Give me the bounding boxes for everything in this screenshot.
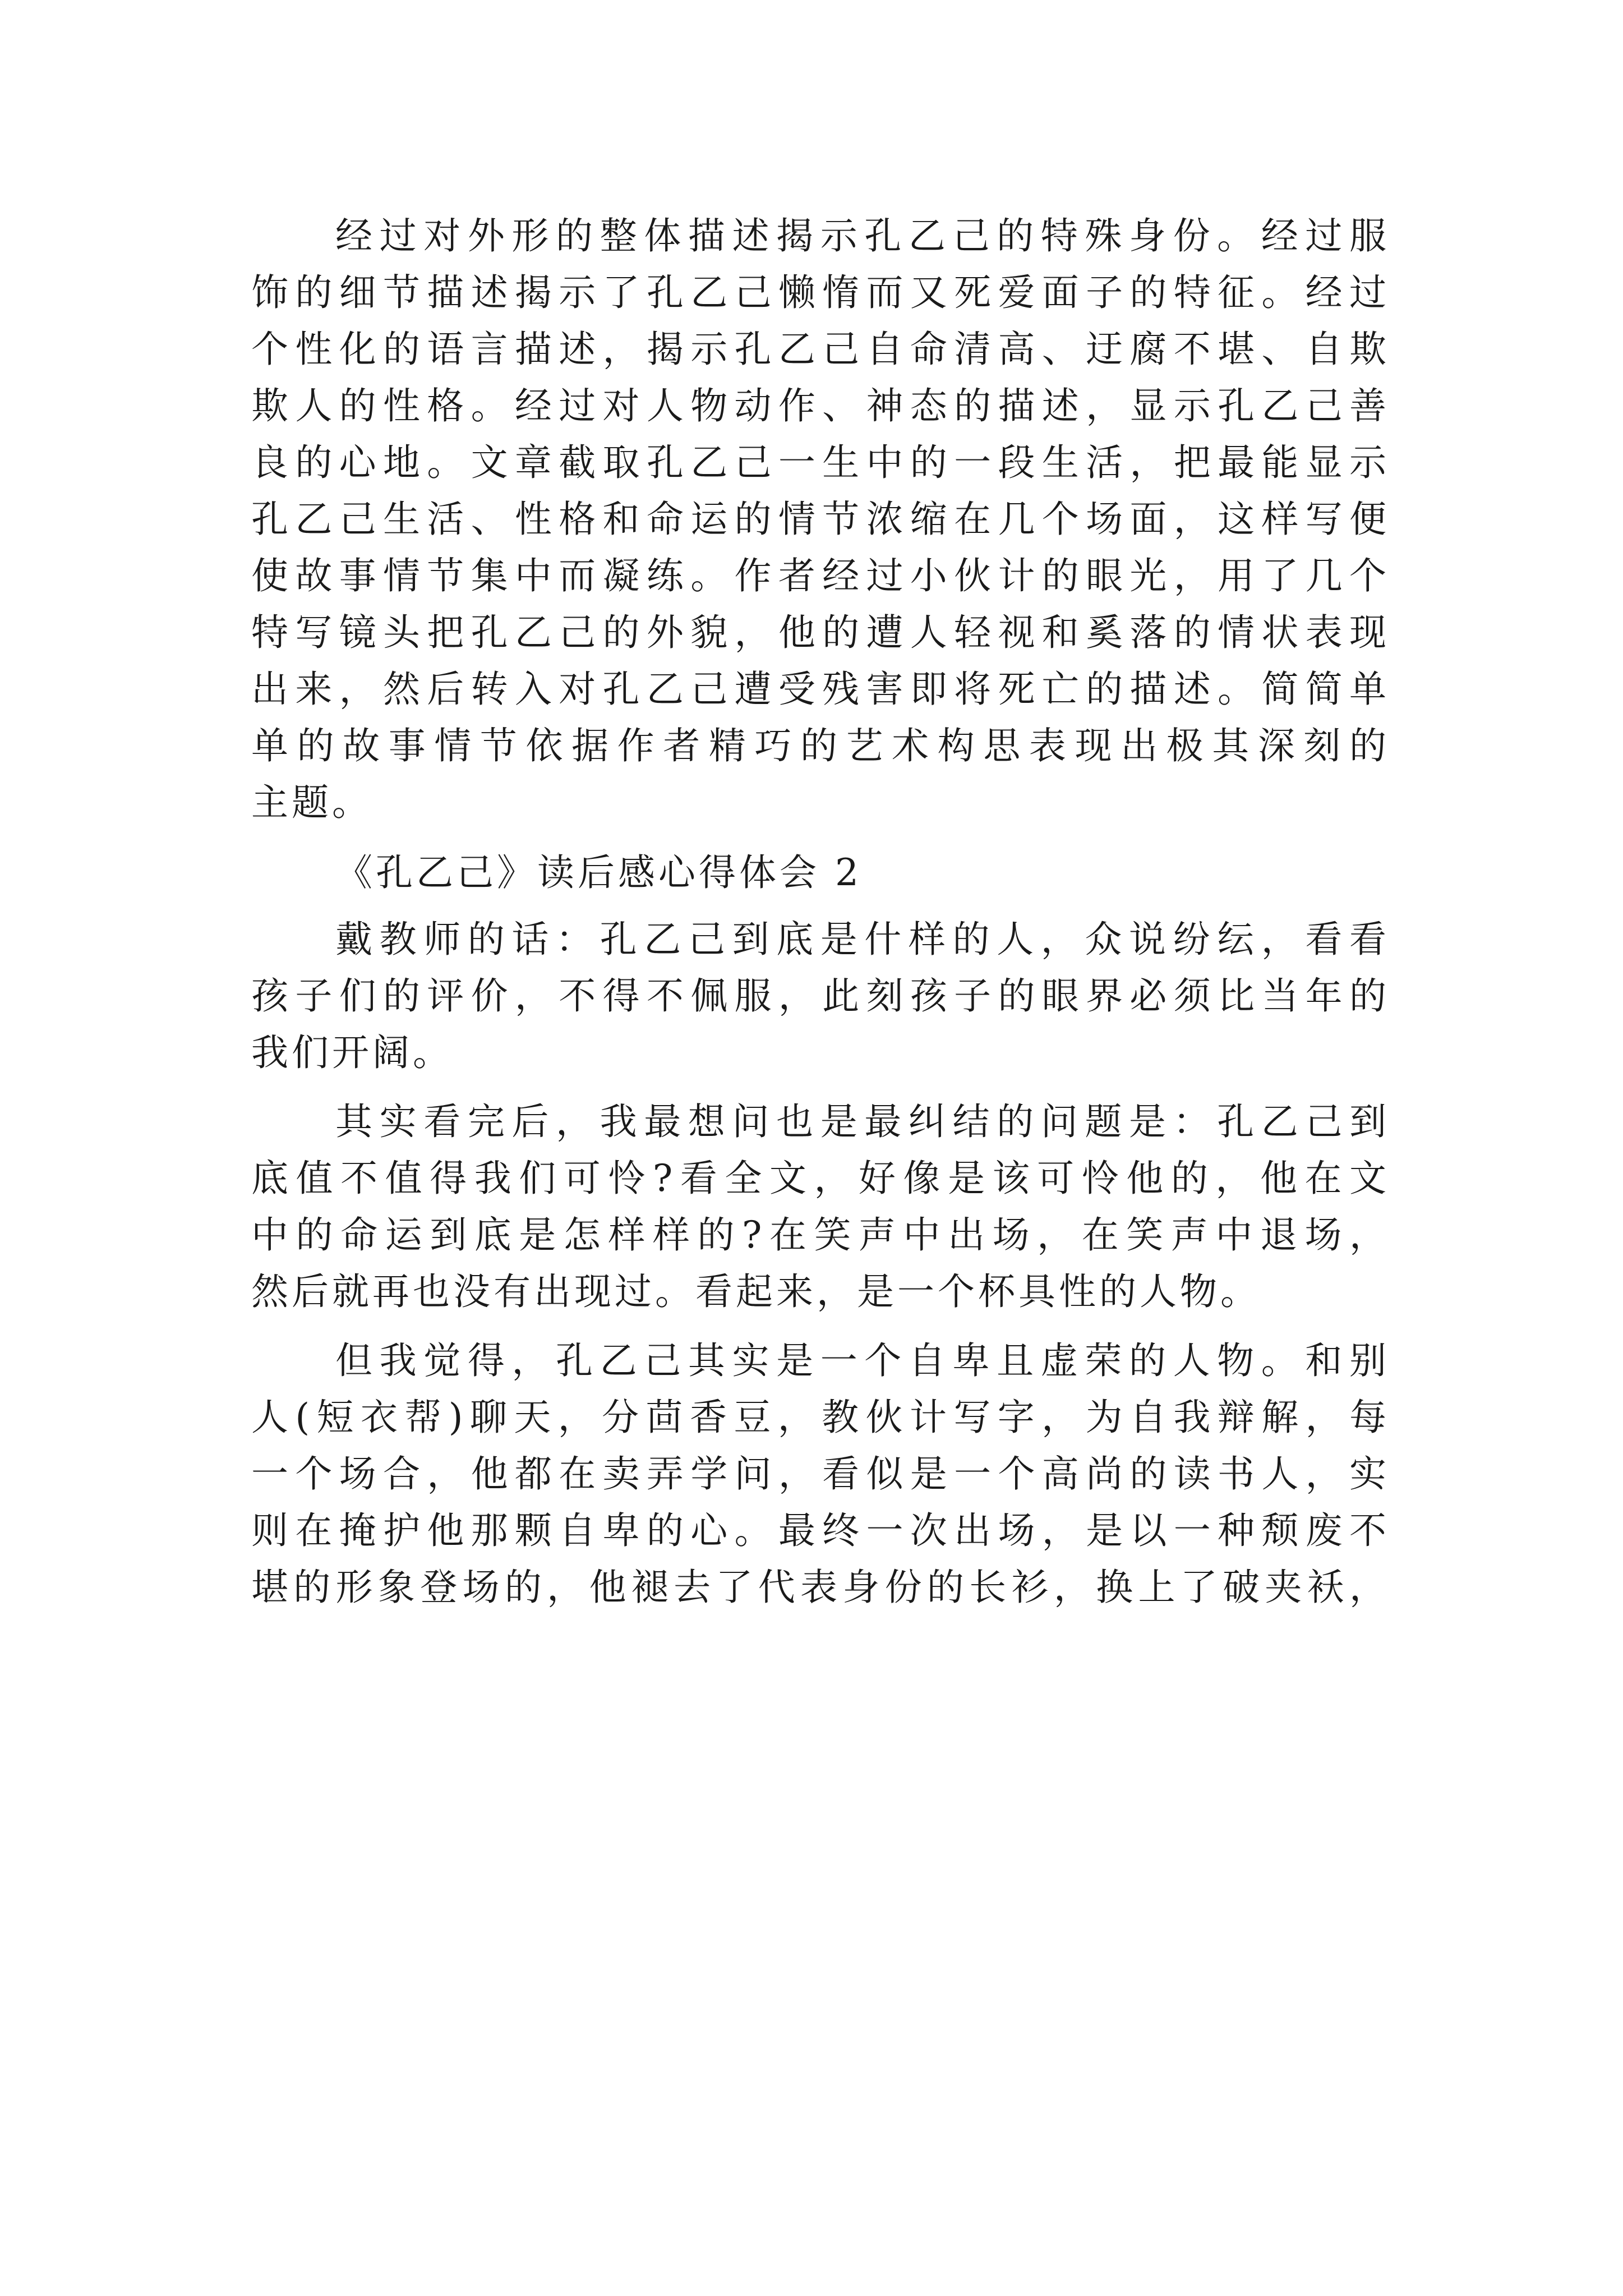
text-line: 则在掩护他那颗自卑的心。最终一次出场，是以一种颓废不 [251, 1509, 1390, 1552]
text-line: 底值不值得我们可怜?看全文，好像是该可怜他的，他在文 [251, 1157, 1390, 1200]
text-line: 其实看完后，我最想问也是最纠结的问题是：孔乙己到 [335, 1100, 1390, 1143]
text-line: 欺人的性格。经过对人物动作、神态的描述，显示孔乙己善 [251, 384, 1390, 427]
text-line: 经过对外形的整体描述揭示孔乙己的特殊身份。经过服 [335, 214, 1390, 257]
text-line: 孩子们的评价，不得不佩服，此刻孩子的眼界必须比当年的 [251, 974, 1390, 1018]
paragraph-2 [251, 911, 1390, 1081]
text-line: 个性化的语言描述，揭示孔乙己自命清高、迂腐不堪、自欺 [251, 328, 1390, 371]
document-page [251, 208, 1390, 1616]
text-line: 戴教师的话：孔乙己到底是什样的人，众说纷纭，看看 [335, 918, 1390, 961]
text-line: 一个场合，他都在卖弄学问，看似是一个高尚的读书人，实 [251, 1452, 1390, 1496]
text-line: 使故事情节集中而凝练。作者经过小伙计的眼光，用了几个 [251, 554, 1390, 597]
text-line: 孔乙己生活、性格和命运的情节浓缩在几个场面，这样写便 [251, 498, 1390, 541]
text-line: 单的故事情节依据作者精巧的艺术构思表现出极其深刻的 [251, 724, 1390, 767]
section-heading: 《孔乙己》读后感心得体会 2 [335, 851, 862, 894]
text-line: 特写镜头把孔乙己的外貌，他的遭人轻视和奚落的情状表现 [251, 611, 1390, 654]
text-line: 但我觉得，孔乙己其实是一个自卑且虚荣的人物。和别 [335, 1339, 1390, 1382]
text-line: 我们开阔。 [251, 1031, 453, 1074]
text-line: 出来，然后转入对孔乙己遭受残害即将死亡的描述。简简单 [251, 668, 1390, 711]
text-line: 中的命运到底是怎样样的?在笑声中出场，在笑声中退场， [251, 1213, 1390, 1257]
text-line: 然后就再也没有出现过。看起来，是一个杯具性的人物。 [251, 1270, 1261, 1313]
text-line: 饰的细节描述揭示了孔乙己懒惰而又死爱面子的特征。经过 [251, 271, 1390, 314]
paragraph-3 [251, 1093, 1390, 1320]
text-line: 人(短衣帮)聊天，分茴香豆，教伙计写字，为自我辩解，每 [251, 1396, 1390, 1439]
text-line: 主题。 [251, 781, 372, 824]
text-line: 良的心地。文章截取孔乙己一生中的一段生活，把最能显示 [251, 441, 1390, 484]
text-line: 堪的形象登场的，他褪去了代表身份的长衫，换上了破夹袄， [251, 1566, 1390, 1609]
paragraph-4 [251, 1332, 1390, 1616]
paragraph-1 [251, 208, 1390, 831]
